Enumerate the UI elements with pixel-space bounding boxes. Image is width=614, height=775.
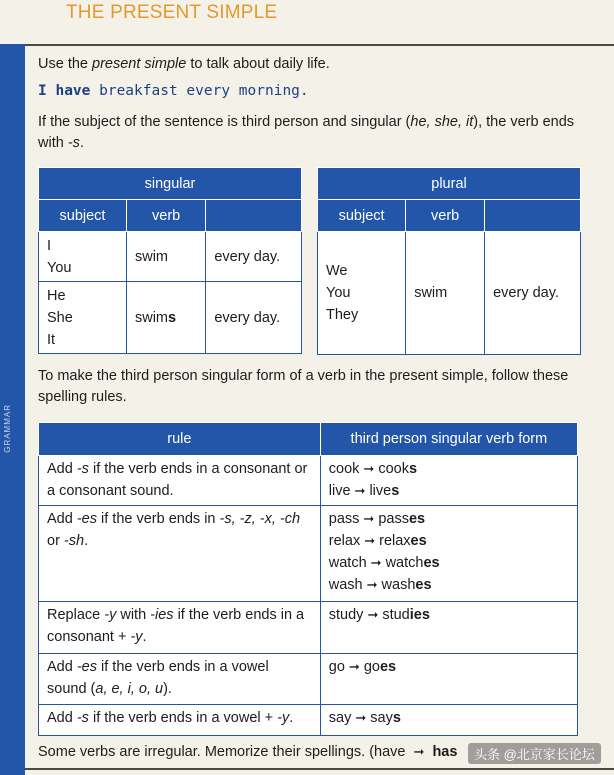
rule-examples <box>320 654 577 705</box>
rule-examples <box>320 705 577 736</box>
rules-header-rule: rule <box>39 423 321 456</box>
sidebar <box>0 44 25 775</box>
singular-row2-subject: He She It <box>39 282 127 354</box>
plural-caption: plural <box>318 168 581 200</box>
intro-paragraph: Use the present simple to talk about daily life. <box>38 56 330 72</box>
singular-row2-verb: swims <box>126 282 205 354</box>
example-line: cook ➞ cooks <box>328 461 418 477</box>
arrow-icon: ➞ <box>364 533 376 548</box>
rules-header-form: third person singular verb form <box>320 423 577 456</box>
plural-header-blank <box>485 200 581 232</box>
singular-row1-verb: swim <box>126 232 205 282</box>
singular-row2-time: every day. <box>206 282 302 354</box>
arrow-icon: ➞ <box>370 555 382 570</box>
arrow-icon: ➞ <box>363 511 375 526</box>
plural-header-subject: subject <box>318 200 406 232</box>
footer-note: Some verbs are irregular. Memorize their spellings. (have ➞ has <box>38 744 458 760</box>
bottom-divider <box>25 768 614 770</box>
arrow-icon: ➞ <box>366 577 378 592</box>
singular-header-blank <box>206 200 302 232</box>
singular-header-subject: subject <box>39 200 127 232</box>
plural-row-subject: We You They <box>318 232 406 355</box>
sidebar-label: GRAMMAR <box>3 404 12 453</box>
rule-text: Add -es if the verb ends in -s, -z, -x, -ch or -sh. <box>39 506 321 602</box>
plural-row-verb: swim <box>406 232 485 355</box>
rule-examples <box>320 456 577 506</box>
rule-row <box>39 654 578 705</box>
watermark: 头条 @北京家长论坛 <box>468 743 601 764</box>
rule-examples <box>320 506 577 602</box>
example-sentence: I have breakfast every morning. <box>38 83 309 99</box>
arrow-icon: ➞ <box>354 483 366 498</box>
example-line: say ➞ says <box>328 710 401 726</box>
plural-header-verb: verb <box>406 200 485 232</box>
plural-table <box>317 167 581 355</box>
rule-text: Add -es if the verb ends in a vowel sound (a, e, i, o, u). <box>39 654 321 705</box>
example-line: relax ➞ relaxes <box>328 533 427 549</box>
spelling-rules-table <box>38 422 578 736</box>
arrow-icon: ➞ <box>367 607 379 622</box>
singular-row1-subject: I You <box>39 232 127 282</box>
rule-row <box>39 506 578 602</box>
singular-caption: singular <box>39 168 302 200</box>
rule-row <box>39 705 578 736</box>
arrow-icon: ➞ <box>355 710 367 725</box>
example-line: study ➞ studies <box>328 607 430 623</box>
arrow-icon: ➞ <box>348 659 360 674</box>
third-person-note: If the subject of the sentence is third person and singular (he, she, it), the verb ends with -s. <box>38 114 575 151</box>
spelling-intro: To make the third person singular form of a verb in the present simple, follow these spelling rules. <box>38 368 569 405</box>
singular-table <box>38 167 302 354</box>
example-line: wash ➞ washes <box>328 577 432 593</box>
singular-header-verb: verb <box>126 200 205 232</box>
rule-text: Replace -y with -ies if the verb ends in a consonant + -y. <box>39 602 321 654</box>
arrow-icon: ➞ <box>413 744 425 759</box>
example-line: watch ➞ watches <box>328 555 440 571</box>
top-divider <box>25 44 614 46</box>
rule-text: Add -s if the verb ends in a vowel + -y. <box>39 705 321 736</box>
rule-text: Add -s if the verb ends in a consonant or a consonant sound. <box>39 456 321 506</box>
singular-row1-time: every day. <box>206 232 302 282</box>
rule-row <box>39 602 578 654</box>
example-line: pass ➞ passes <box>328 511 426 527</box>
rule-row <box>39 456 578 506</box>
example-line: go ➞ goes <box>328 659 397 675</box>
arrow-icon: ➞ <box>363 461 375 476</box>
page-title: THE PRESENT SIMPLE <box>66 2 278 23</box>
plural-row-time: every day. <box>485 232 581 355</box>
example-line: live ➞ lives <box>328 483 400 499</box>
rule-examples <box>320 602 577 654</box>
